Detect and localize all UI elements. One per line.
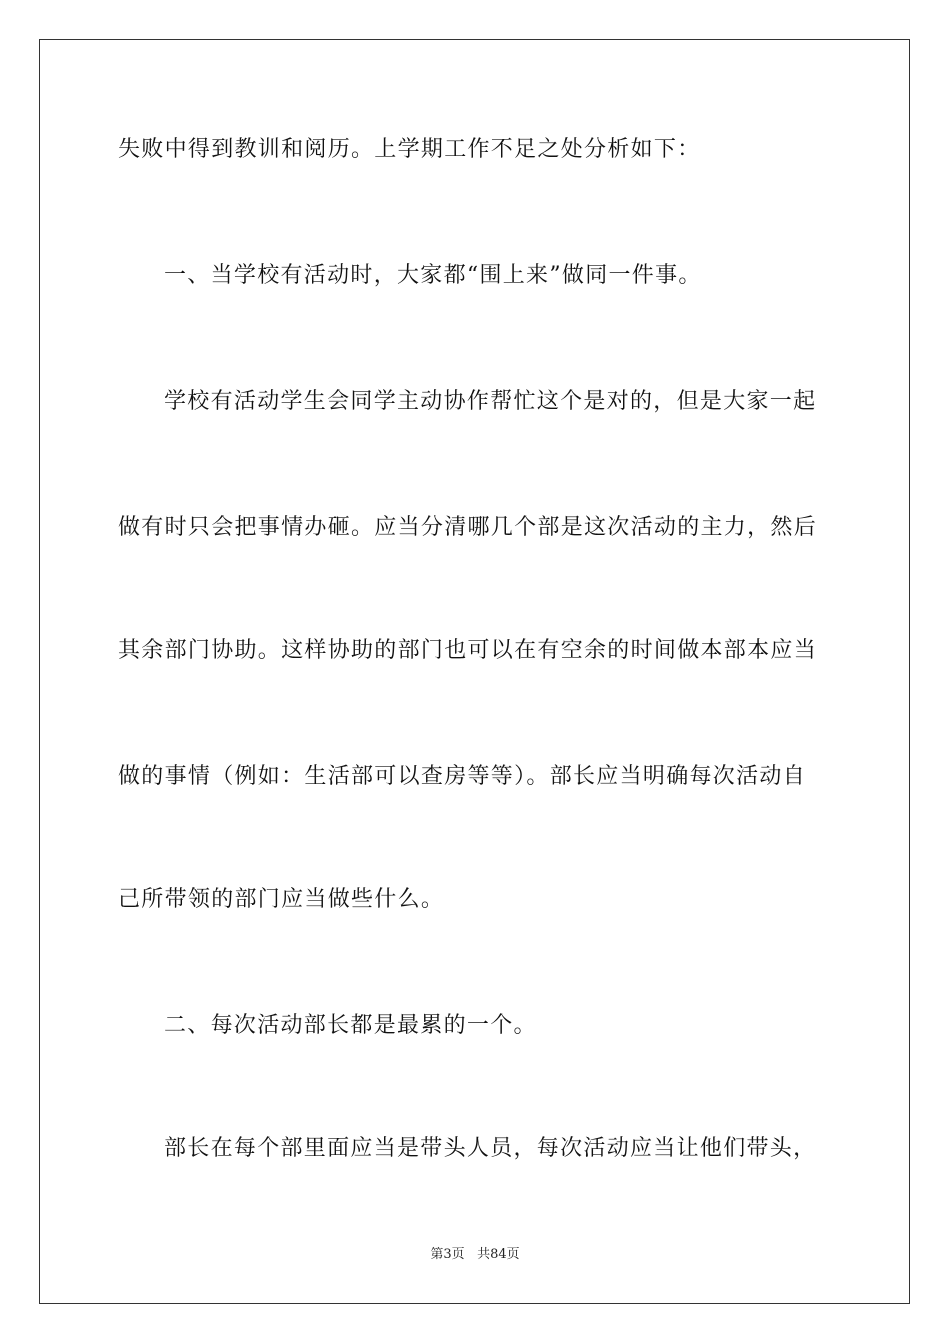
page-footer	[0, 1247, 950, 1263]
page-total: 共84页	[477, 1247, 520, 1262]
section-heading: 二、每次活动部长都是最累的一个。	[164, 1013, 537, 1038]
text-line: 学校有活动学生会同学主动协作帮忙这个是对的，但是大家一起	[164, 389, 817, 414]
page-number: 第3页	[430, 1247, 465, 1262]
text-line: 做有时只会把事情办砸。应当分清哪几个部是这次活动的主力，然后	[118, 515, 818, 540]
page-border	[39, 39, 910, 1304]
text-line: 其余部门协助。这样协助的部门也可以在有空余的时间做本部本应当	[118, 638, 818, 663]
section-heading: 一、当学校有活动时，大家都“围上来”做同一件事。	[164, 263, 702, 288]
text-line: 己所带领的部门应当做些什么。	[118, 887, 445, 912]
text-line: 做的事情（例如：生活部可以查房等等）。部长应当明确每次活动自	[118, 764, 807, 789]
text-line: 部长在每个部里面应当是带头人员，每次活动应当让他们带头，	[164, 1136, 817, 1161]
text-line: 失败中得到教训和阅历。上学期工作不足之处分析如下：	[118, 137, 701, 162]
